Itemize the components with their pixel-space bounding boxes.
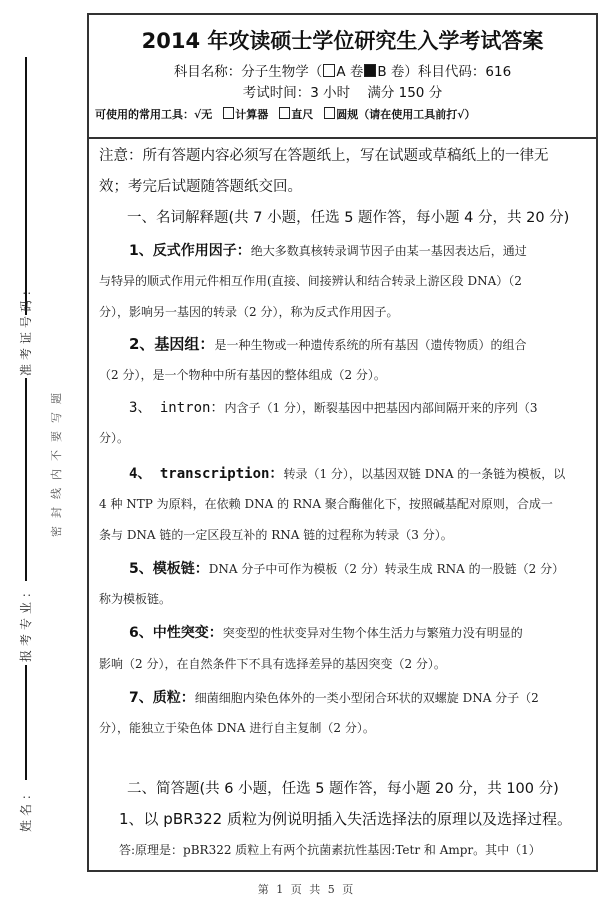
term-5: 5、模板链：	[129, 561, 209, 577]
term-3: 3、 intron：	[129, 400, 225, 416]
section2-question-1: 1、以 pBR322 质粒为例说明插入失活选择法的原理以及选择过程。	[119, 810, 572, 828]
paper-b-label: B 卷	[377, 64, 405, 80]
answer-line: 称为模板链。	[99, 592, 172, 606]
answer-line: 内含子（1 分），断裂基因中把基因内部间隔开来的序列（3	[224, 401, 538, 415]
answer-line: 分）。	[99, 431, 130, 445]
paper-a-checkbox	[323, 64, 335, 77]
answer-line: （2 分），是一个物种中所有基因的整体组成（2 分）。	[99, 368, 386, 382]
answer-line: 影响（2 分），在自然条件下不具有选择差异的基因突变（2 分）。	[99, 657, 446, 671]
tool-compass: 圆规（请在使用工具前打√）	[336, 108, 476, 121]
exam-title: 2014 年攻读硕士学位研究生入学考试答案	[141, 29, 544, 53]
seal-line-middle	[25, 378, 27, 581]
answer-line: 突变型的性状变异对生物个体生活力与繁殖力没有明显的	[222, 626, 523, 640]
subject-line	[89, 60, 596, 80]
ruler-checkbox	[279, 107, 290, 119]
exam-header	[89, 15, 596, 139]
seal-line-top	[25, 57, 27, 315]
check-mark-icon: √	[194, 108, 202, 121]
answer-line: 转录（1 分），以基因双链 DNA 的一条链为模板，以	[283, 467, 566, 481]
term-item-7	[99, 690, 613, 706]
section2-answer-1-line-1: 答:原理是：pBR322 质粒上有两个抗菌素抗性基因:Tetr 和 Ampr。其中（1）	[119, 843, 541, 857]
term-1: 1、反式作用因子：	[129, 243, 251, 259]
seal-line-bottom	[25, 665, 27, 780]
allowed-tools-line	[95, 106, 475, 122]
paper-a-label: A 卷	[336, 64, 364, 80]
exam-time-line: 考试时间：3 小时 满分 150 分	[242, 85, 443, 101]
section1-heading: 一、名词解释题(共 7 小题，任选 5 题作答，每小题 4 分，共 20 分)	[127, 210, 570, 226]
answer-line: 条与 DNA 链的一定区段互补的 RNA 链的过程称为转录（3 分）。	[99, 528, 453, 542]
subject-code: ）科目代码：616	[404, 64, 512, 80]
term-item-2	[99, 337, 613, 353]
exam-id-label: 准考证号码：	[19, 279, 33, 376]
compass-checkbox	[324, 107, 335, 119]
term-4: 4、 transcription：	[129, 466, 284, 482]
term-2: 2、基因组：	[129, 335, 215, 353]
answer-line: 细菌细胞内染色体外的一类小型闭合环状的双螺旋 DNA 分子（2	[194, 691, 539, 705]
answer-line: 分），能独立于染色体 DNA 进行自主复制（2 分）。	[99, 721, 375, 735]
name-label: 姓名：	[19, 783, 33, 832]
answer-line: 是一种生物或一种遗传系统的所有基因（遗传物质）的组合	[214, 338, 527, 352]
term-item-4	[99, 466, 613, 482]
term-item-3	[99, 400, 613, 416]
answer-line: 4 种 NTP 为原料，在依赖 DNA 的 RNA 聚合酶催化下，按照碱基配对原则，合成一	[99, 497, 553, 511]
seal-note: 密封线内不要写题	[50, 385, 63, 537]
tool-none: 无	[201, 108, 213, 121]
exam-sheet	[87, 13, 598, 872]
term-7: 7、质粒：	[129, 690, 195, 706]
calculator-checkbox	[223, 107, 234, 119]
term-item-1	[99, 243, 613, 259]
answer-line: DNA 分子中可作为模板（2 分）转录生成 RNA 的一股链（2 分）	[208, 562, 565, 576]
tool-calculator: 计算器	[235, 108, 269, 121]
tools-label: 可使用的常用工具：	[95, 108, 194, 121]
answer-line: 绝大多数真核转录调节因子由某一基因表达后，通过	[250, 244, 527, 258]
notice-line-1: 注意：所有答题内容必须写在答题纸上，写在试题或草稿纸上的一律无	[99, 148, 549, 164]
tool-ruler: 直尺	[291, 108, 314, 121]
term-item-5	[99, 561, 613, 577]
page-number: 第 1 页 共 5 页	[257, 883, 356, 896]
notice-line-2: 效；考完后试题随答题纸交回。	[99, 179, 302, 195]
major-label: 报考专业：	[19, 581, 33, 662]
subject-prefix: 科目名称：分子生物学（	[173, 64, 323, 80]
term-item-6	[99, 625, 613, 641]
answer-line: 分），影响另一基因的转录（2 分），称为反式作用因子。	[99, 305, 399, 319]
paper-b-checkbox	[364, 64, 376, 77]
answer-line: 与特异的顺式作用元件相互作用(直接、间接辨认和结合转录上游区段 DNA）（2	[99, 274, 522, 288]
term-6: 6、中性突变：	[129, 625, 223, 641]
section2-heading: 二、简答题(共 6 小题，任选 5 题作答，每小题 20 分，共 100 分)	[127, 781, 559, 797]
